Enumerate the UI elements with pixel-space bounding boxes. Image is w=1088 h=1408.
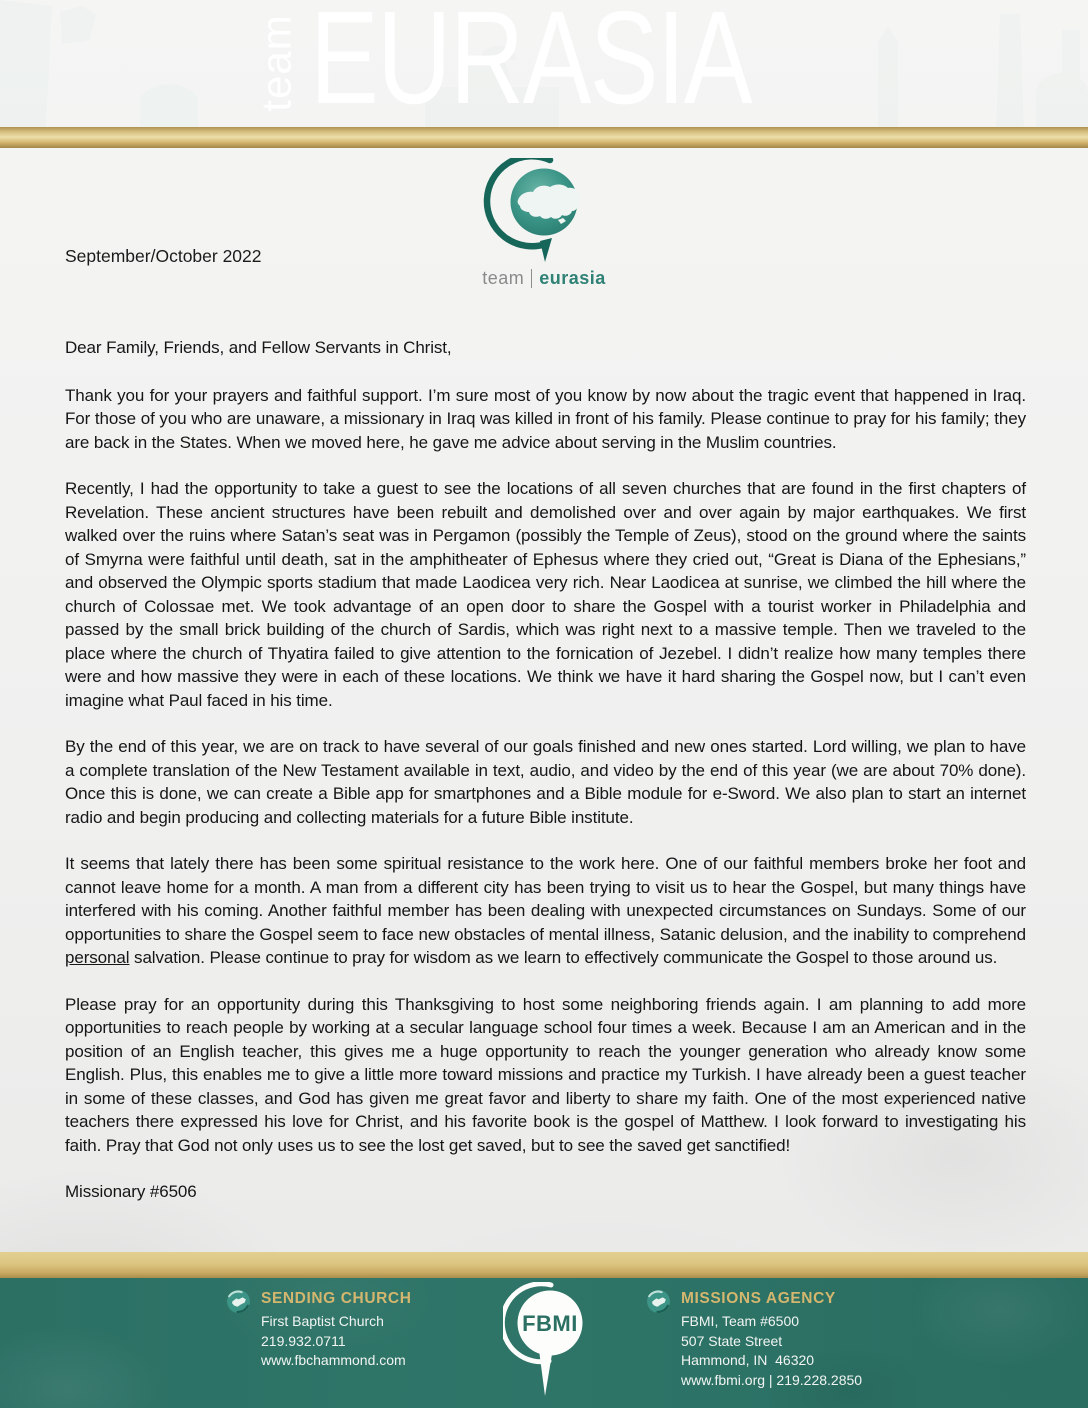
eurasia-map-icon bbox=[454, 158, 634, 266]
letter-paragraph-5: Please pray for an opportunity during this Thanksgiving to host some neighboring friends again. I am planning to add more opportunities to reach people by working at a secular language school four times a week. Because I am an American and in the position of an English teacher, this gives me a huge opportunity to reach the younger generation who already know some English. Plus, this enables me to give a little more toward missions and practice my Turkish. I have already been a guest teacher in some of these classes, and God has given me great favor and liberty to share my faith. One of the most experienced native teachers there expressed his love for Christ, and his favorite book is the gospel of Matthew. I look forward to investigating his faith. Pray that God not only uses us to see the lost get saved, but to see the saved get sanctified! bbox=[65, 994, 1026, 1155]
letter-signature: Missionary #6506 bbox=[65, 1182, 197, 1201]
agency-street: 507 State Street bbox=[681, 1332, 783, 1349]
sending-church-heading: SENDING CHURCH bbox=[261, 1290, 412, 1307]
fbmi-logo bbox=[503, 1282, 587, 1400]
letter-paragraph-2: Recently, I had the opportunity to take a guest to see the locations of all seven churches that are found in the first chapters of Revelation. These ancient structures have been rebuilt and demolished over and over again by major earthquakes. We first walked over the ruins where Satan’s seat was in Pergamon (possibly the Temple of Zeus), stood on the ground where the saints of Smyrna were faithful until death, sat in the amphitheater of Ephesus where they cried out, “Great is Diana of the Ephesians,” and observed the Olympic sports stadium that made Laodicea very rich. Near Laodicea at sunrise, we climbed the hill where the church of Colossae met. We took advantage of an open door to share the Gospel with a tourist worker in Philadelphia and passed by the small brick building of the church of Sardis, which was right next to a massive temple. Then we traveled to the place where the church of Thyatira failed to give attention to the fornication of Jezebel. I didn’t realize how many temples there were and how massive they were in each of these locations. We think we have it hard sharing the Gospel now, but I can’t even imagine what Paul faced in his time. bbox=[65, 479, 1026, 710]
fbmi-label: FBMI bbox=[522, 1311, 578, 1336]
logo-wordmark bbox=[482, 268, 606, 289]
gold-divider-top bbox=[0, 127, 1088, 148]
letter-paragraph-4: It seems that lately there has been some spiritual resistance to the work here. One of our faithful members broke her foot and cannot leave home for a month. A man from a different city has been trying to visit us to hear the Gospel, but many things have interfered with his coming. Another faithful member has been dealing with unexpected circumstances on Sundays. Some of our opportunities to share the Gospel seem to face new obstacles of mental illness, Satanic delusion, and the inability to comprehend personal salvation. Please continue to pray for wisdom as we learn to effectively communicate the Gospel to those around us. bbox=[65, 854, 1026, 967]
letter-date: September/October 2022 bbox=[65, 246, 262, 266]
logo-wordmark-divider bbox=[531, 269, 532, 288]
gold-divider-bottom bbox=[0, 1252, 1088, 1278]
church-phone: 219.932.0711 bbox=[261, 1332, 346, 1349]
top-banner bbox=[0, 0, 1088, 127]
letter-greeting: Dear Family, Friends, and Fellow Servants in Christ, bbox=[65, 338, 452, 357]
missions-agency-heading: MISSIONS AGENCY bbox=[681, 1290, 836, 1307]
agency-team: FBMI, Team #6500 bbox=[681, 1313, 800, 1329]
team-eurasia-logo bbox=[0, 158, 1088, 289]
globe-icon bbox=[226, 1289, 251, 1314]
banner-team-label: team bbox=[253, 14, 300, 112]
letter-paragraph-3: By the end of this year, we are on track to have several of our goals finished and new ones started. Lord willing, we plan to have a complete translation of the New Testament available in text, audio, and video by the end of this year (we are about 70% done). Once this is done, we can create a Bible app for smartphones and a Bible module for e-Sword. We also plan to start an internet radio and begin producing and collecting materials for a future Bible institute. bbox=[65, 737, 1026, 827]
missions-agency-section bbox=[646, 1288, 862, 1390]
sending-church-section bbox=[226, 1288, 412, 1371]
logo-wordmark-team: team bbox=[482, 268, 525, 288]
underlined-word: personal bbox=[65, 948, 130, 967]
banner-title: EURASIA bbox=[310, 0, 752, 127]
agency-contact: www.fbmi.org | 219.228.2850 bbox=[681, 1371, 863, 1388]
logo-wordmark-eurasia: eurasia bbox=[539, 268, 606, 288]
church-name: First Baptist Church bbox=[261, 1313, 384, 1329]
letter-body bbox=[65, 336, 1026, 1204]
agency-city: Hammond, IN 46320 bbox=[681, 1352, 815, 1368]
footer bbox=[0, 1278, 1088, 1408]
letter-paragraph-1: Thank you for your prayers and faithful support. I’m sure most of you know by now about the tragic event that happened in Iraq. For those of you who are unaware, a missionary in Iraq was killed in front of his family. Please continue to pray for his family; they are back in the States. When we moved here, he gave me advice about serving in the Muslim countries. bbox=[65, 385, 1026, 452]
church-website: www.fbchammond.com bbox=[261, 1352, 406, 1368]
globe-icon bbox=[646, 1289, 671, 1314]
